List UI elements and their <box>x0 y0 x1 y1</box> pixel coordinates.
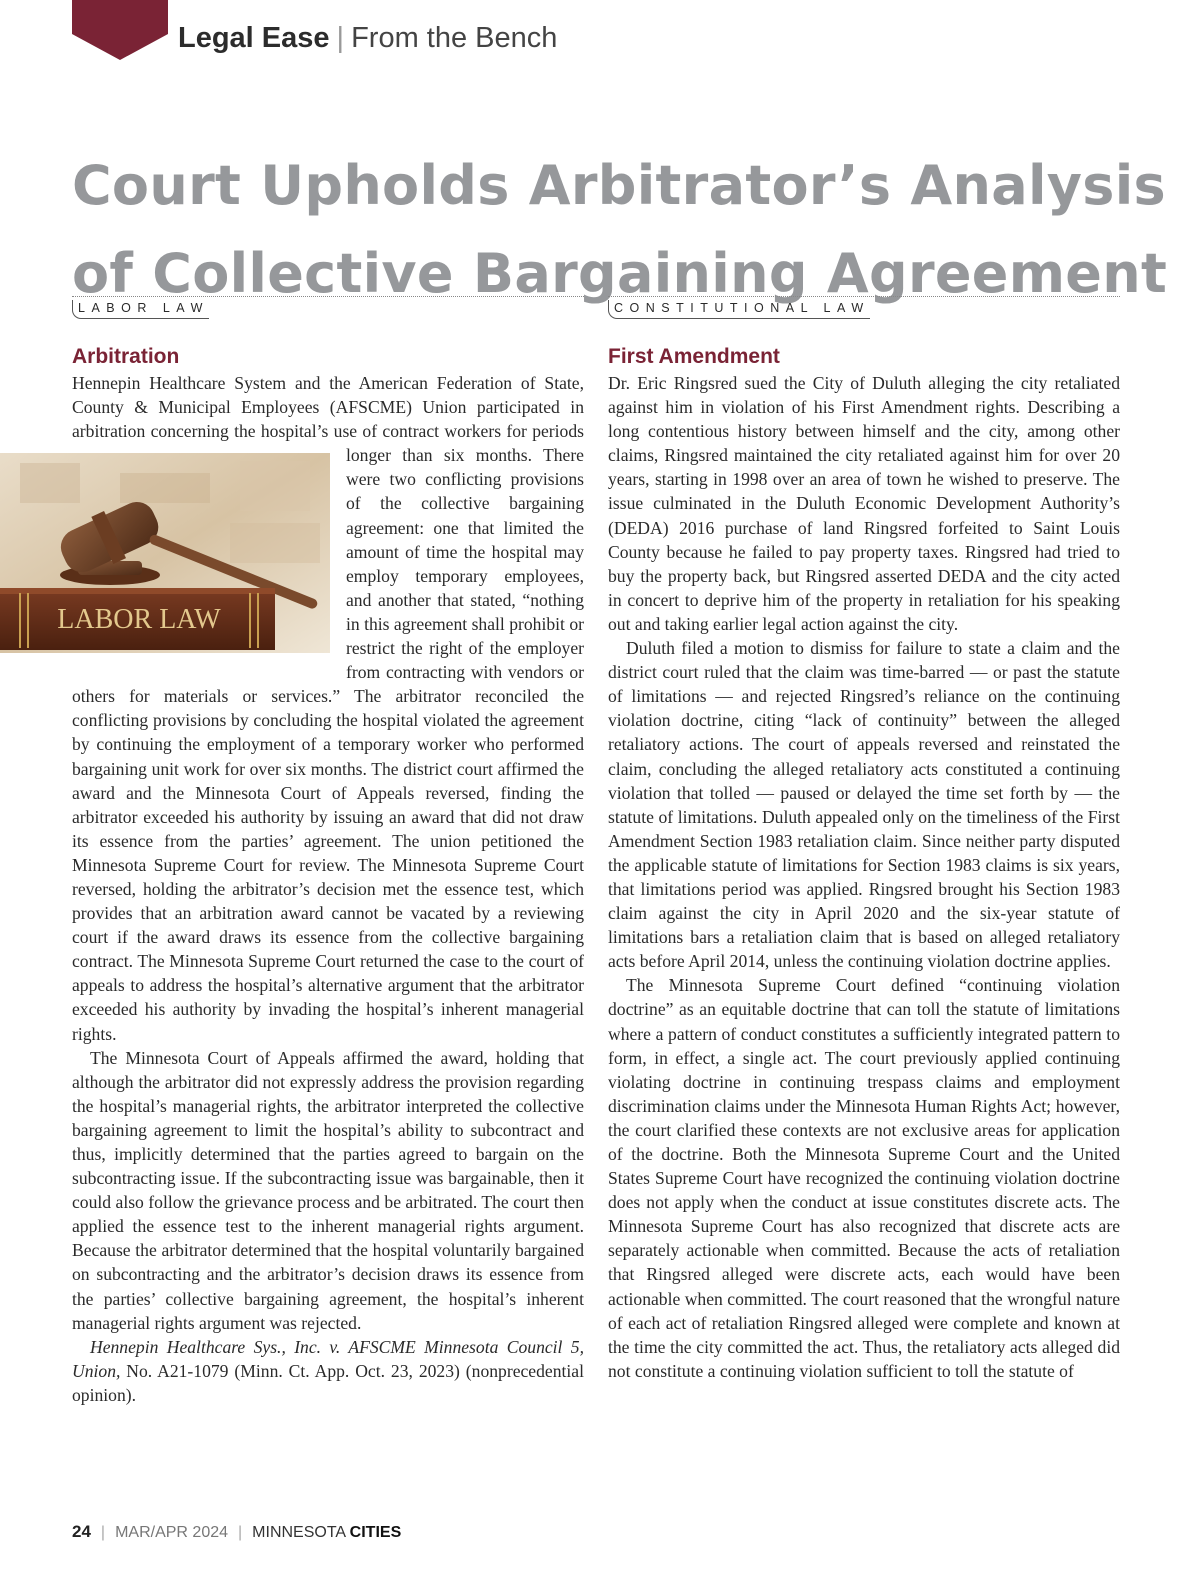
footer-divider: | <box>238 1524 243 1541</box>
gavel-book-image <box>0 453 330 653</box>
page-number: 24 <box>72 1522 91 1541</box>
left-column <box>57 296 584 1407</box>
headline-line-2: of Collective Bargaining Agreement <box>72 242 1168 305</box>
header-tab-shape <box>72 0 168 62</box>
case-citation <box>72 1335 584 1407</box>
header-section: From the Bench <box>351 22 558 54</box>
article-headline <box>72 142 1168 318</box>
image-book-title: LABOR LAW <box>57 604 221 636</box>
magazine-name-part2: CITIES <box>349 1524 402 1541</box>
right-column <box>608 296 1120 1383</box>
header-divider: | <box>336 22 345 54</box>
paragraph <box>57 371 584 1046</box>
magazine-name-part1: MINNESOTA <box>252 1524 350 1541</box>
issue-date: MAR/APR 2024 <box>115 1524 229 1541</box>
footer-divider: | <box>100 1524 106 1541</box>
page-footer <box>72 1520 401 1545</box>
category-bar-constitutional-law <box>608 296 1120 321</box>
category-label: CONSTITUTIONAL LAW <box>608 300 870 319</box>
paragraph-lead: Hennepin Healthcare System and the American Federation of State, County & Municipal Employees (AFSCME) Union participated in arbitration concerning the hospital’s use of <box>72 373 584 442</box>
subhead-arbitration: Arbitration <box>72 345 180 368</box>
category-label: LABOR LAW <box>72 300 209 319</box>
paragraph: The Minnesota Supreme Court defined “continuing violation doctrine” as an equitable doctrine that can toll the statute of limitations where a pattern of conduct constitutes a sufficiently integrated pattern to form, in effect, a single act. The court previously applied continuing violating doctrine in continuing trespass claims and employment discrimination claims under the Minnesota Human Rights Act; however, the court clarified these contexts are not exclusive areas for application of the doctrine. Both the Minnesota Supreme Court and the United States Supreme Court have recognized the continuing violation doctrine does not apply when the conduct at issue constitutes discrete acts. The Minnesota Supreme Court has also recognized that discrete acts are separately actionable when committed. Because the acts of retaliation that Ringsred alleged were discrete acts, each would have been actionable when committed. The court reasoned that the wrongful nature of each act of retaliation Ringsred alleged were complete and known at the time the city committed the act. Thus, the retaliatory acts alleged did not constitute a continuing violation sufficient to toll the statute of <box>608 975 1120 1381</box>
headline-line-1: Court Upholds Arbitrator’s Analysis <box>72 154 1166 217</box>
category-bar-labor-law <box>72 296 584 321</box>
left-body-text <box>57 371 584 1407</box>
paragraph: The Minnesota Court of Appeals affirmed the award, holding that although the arbitrator did not expressly address the provision regarding the hospital’s managerial rights, the arbitrator interpreted the collective bargaining agreement to limit the hospital’s ability to subcontract and thus, implicitly determined that the parties agreed to bargain on the subcontracting issue. If the subcontracting issue was bargainable, then it could also follow the grievance process and be arbitrated. The court then applied the essence test to the inherent managerial rights argument. Because the arbitrator determined that the hospital voluntarily bargained on subcontracting and the arbitrator’s decision draws its essence from the parties’ collective bargaining agreement, the hospital’s inherent managerial rights argument was rejected. <box>72 1047 584 1333</box>
case-details: No. A21-1079 (Minn. Ct. App. Oct. 23, 2023) (nonprecedential opinion). <box>72 1360 584 1405</box>
subhead-first-amendment: First Amendment <box>608 345 780 368</box>
paragraph: Dr. Eric Ringsred sued the City of Duluth alleging the city retaliated against him in violation of his First Amendment rights. Describing a long contentious history between himself and the city, among other claims, Ringsred maintained the city retaliated against him for over 20 years, starting in 1998 over an area of town he wished to preserve. The issue culminated in the Duluth Economic Development Authority’s (DEDA) 2016 purchase of land Ringsred forfeited to Saint Louis County because he failed to pay property taxes. Ringsred had tried to buy the property back, but Ringsred asserted DEDA and the city acted in concert to deprive him of the property in retaliation for his speaking out and taking earlier legal action against the city. <box>608 373 1120 634</box>
right-body-text <box>608 371 1120 1383</box>
header-brand: Legal Ease <box>178 22 330 54</box>
paragraph-continuation: contract workers for periods longer than six months. There were two conflicting provisions of the collective bargaining agreement: one that limited the amount of time the hospital may employ temporary employees, and another that stated, “nothing in this agreement shall prohibit or restrict the right of the employer from contracting with vendors or others for materials or services.” The arbitrator reconciled the conflicting provisions by concluding the hospital violated the agreement by continuing the employment of a temporary worker who performed bargaining unit work for over six months. The district court affirmed the award and the Minnesota Court of Appeals reversed, finding the arbitrator exceeded his authority by issuing an award that did not draw its essence from the parties’ agreement. The union petitioned the Minnesota Supreme Court for review. The Minnesota Supreme Court reversed, holding the arbitrator’s decision met the essence test, which provides that an arbitration award cannot be vacated by a reviewing court if the award draws its essence from the collective bargaining contract. The Minnesota Supreme Court returned the case to the court of appeals to address the hospital’s alternative argument that the arbitrator exceeded his authority by invading the hospital’s inherent managerial rights. <box>72 421 584 1044</box>
paragraph: Duluth filed a motion to dismiss for failure to state a claim and the district court ruled that the claim was time-barred — or past the statute of limitations — and rejected Ringsred’s reliance on the continuing violation doctrine, citing “lack of continuity” between the alleged retaliatory actions. The court of appeals reversed and reinstated the claim, concluding the alleged retaliatory acts constituted a continuing violation that tolled — paused or delayed the time set forth by — the statute of limitations. Duluth appealed only on the timeliness of the First Amendment Section 1983 retaliation claim. Since neither party disputed the applicable statute of limitations for Section 1983 claims is six years, that limitations period was applied. Ringsred brought his Section 1983 claim against the city in April 2020 and the six-year statute of limitations bars a retaliation claim that is based on alleged retaliatory acts before April 2014, unless the continuing violation doctrine applies. <box>608 638 1120 972</box>
page-header <box>178 18 557 58</box>
case-name: Hennepin Healthcare Sys., Inc. v. AFSCME Minnesota Council 5, Union, <box>72 1336 584 1381</box>
